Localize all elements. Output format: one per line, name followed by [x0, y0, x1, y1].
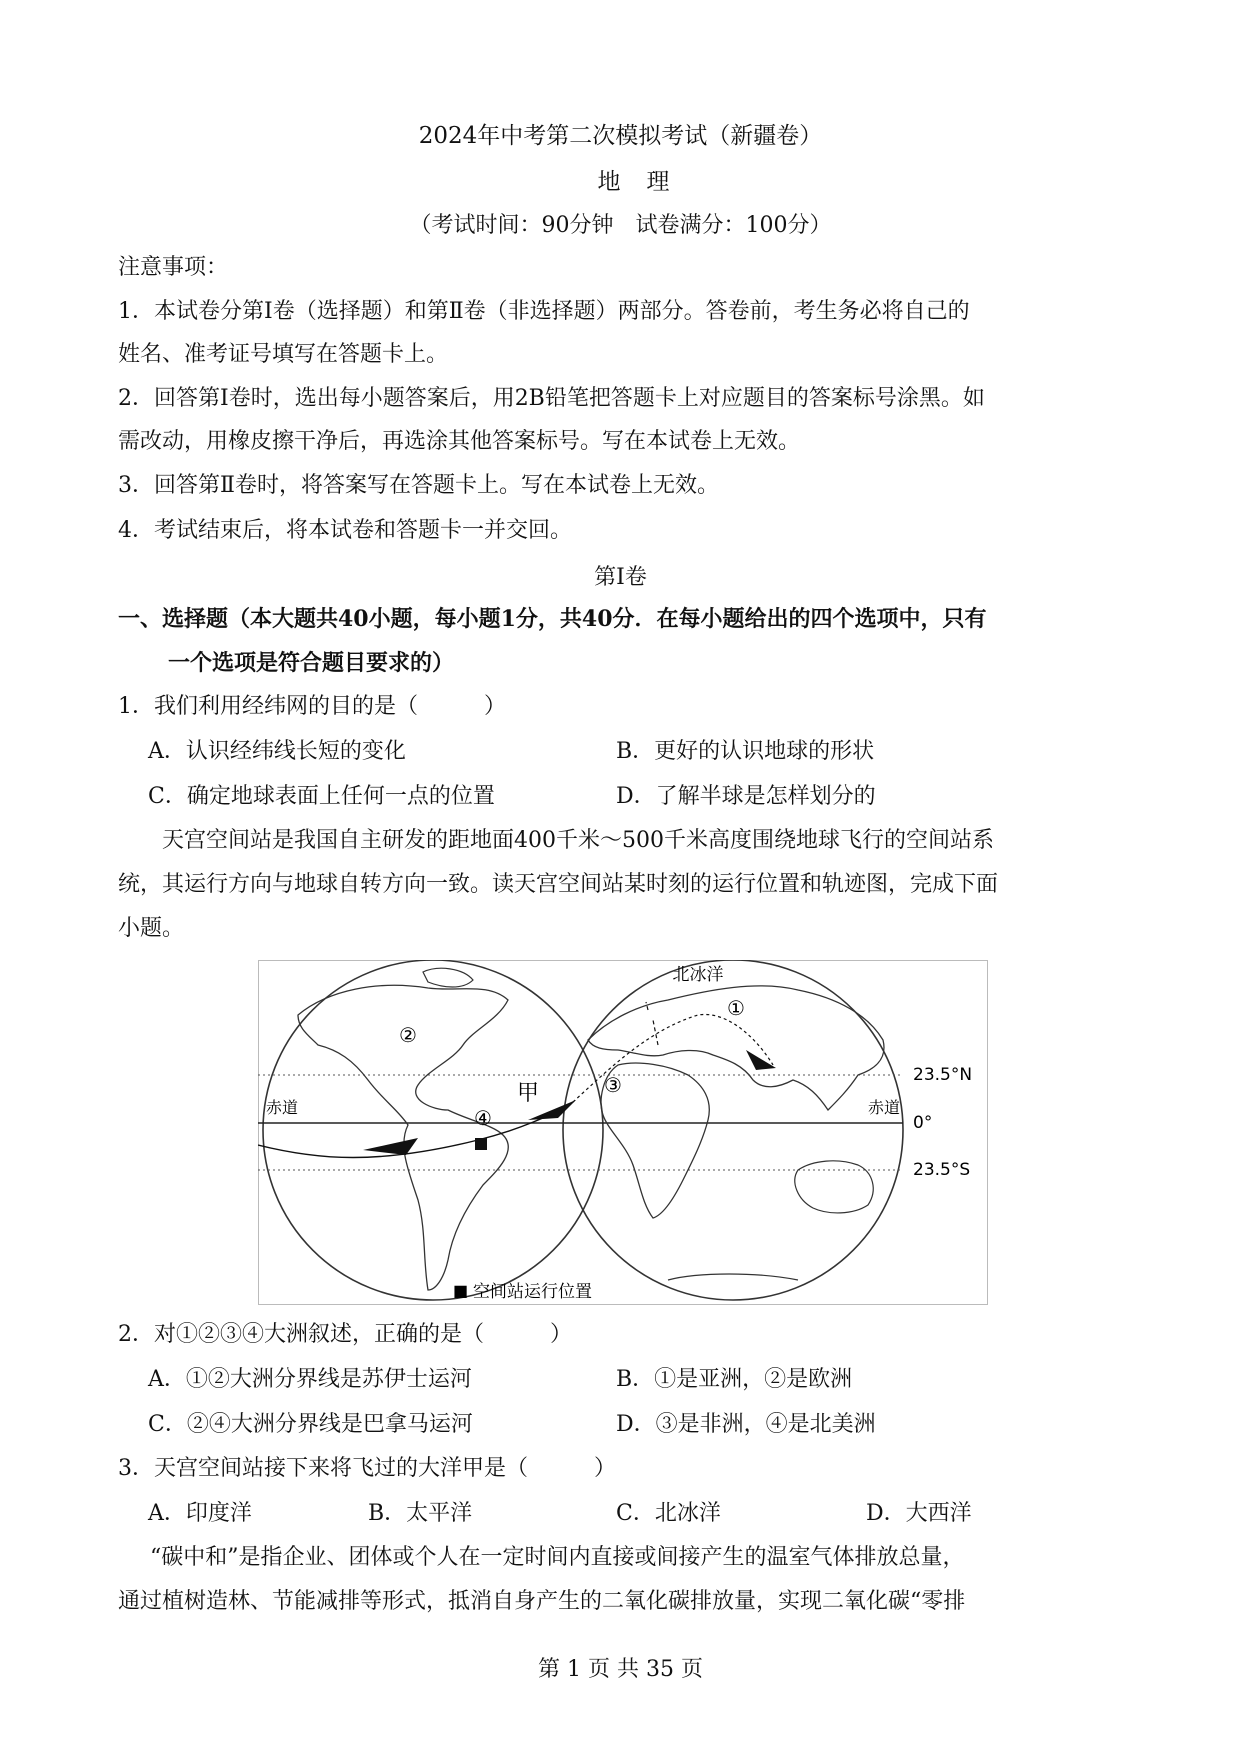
notes-heading: 注意事项： [118, 255, 229, 280]
continent-2-label: ② [399, 1023, 417, 1047]
question-3-option-d: D．大西洋 [866, 1501, 972, 1526]
question-2-option-c: C．②④大洲分界线是巴拿马运河 [148, 1412, 473, 1437]
question-1-option-a: A．认识经纬线长短的变化 [148, 739, 406, 764]
question-3-option-c: C．北冰洋 [616, 1501, 721, 1526]
space-station-marker [475, 1138, 487, 1150]
arctic-ocean-label: 北冰洋 [672, 965, 724, 985]
passage-1-line: 统，其运行方向与地球自转方向一致。读天宫空间站某时刻的运行位置和轨迹图，完成下面 [118, 872, 999, 897]
continent-3-label: ③ [604, 1073, 622, 1097]
question-1-option-d: D．了解半球是怎样划分的 [616, 784, 876, 809]
page-footer: 第 1 页 共 35 页 [538, 1657, 703, 1682]
ocean-jia-label: 甲 [516, 1081, 540, 1106]
passage-2-line: 通过植树造林、节能减排等形式，抵消自身产生的二氧化碳排放量，实现二氧化碳“零排 [118, 1589, 966, 1614]
question-1-stem: 1．我们利用经纬网的目的是（ ） [118, 694, 506, 719]
equator-left-label: 赤道 [266, 1098, 299, 1117]
continent-4-label: ④ [474, 1106, 492, 1130]
subject-title: 地理 [597, 169, 696, 195]
exam-info: （考试时间：90分钟 试卷满分：100分） [409, 213, 832, 238]
equator-right-label: 赤道 [868, 1098, 901, 1117]
note-line: 1．本试卷分第Ⅰ卷（选择题）和第Ⅱ卷（非选择题）两部分。答卷前，考生务必将自己的 [118, 299, 970, 324]
tropic-n-label: 23.5°N [913, 1065, 973, 1085]
question-3-stem: 3．天宫空间站接下来将飞过的大洋甲是（ ） [118, 1456, 616, 1481]
question-2-option-b: B．①是亚洲，②是欧洲 [616, 1367, 853, 1392]
passage-1-line: 天宫空间站是我国自主研发的距地面400千米～500千米高度围绕地球飞行的空间站系 [162, 828, 994, 853]
question-3-option-b: B．太平洋 [368, 1501, 473, 1526]
legend-text: 空间站运行位置 [473, 1282, 592, 1302]
question-2-option-a: A．①②大洲分界线是苏伊士运河 [148, 1367, 472, 1392]
note-line: 3．回答第Ⅱ卷时，将答案写在答题卡上。写在本试卷上无效。 [118, 473, 719, 498]
question-2-stem: 2．对①②③④大洲叙述，正确的是（ ） [118, 1322, 572, 1347]
space-station-orbit-map [258, 960, 988, 1305]
section-heading-cont: 一个选项是符合题目要求的） [168, 650, 455, 676]
passage-1-line: 小题。 [118, 916, 185, 941]
question-1-option-b: B．更好的认识地球的形状 [616, 739, 875, 764]
question-2-option-d: D．③是非洲，④是北美洲 [616, 1412, 876, 1437]
note-line: 2．回答第Ⅰ卷时，选出每小题答案后，用2B铅笔把答题卡上对应题目的答案标号涂黑。如 [118, 386, 985, 411]
tropic-s-label: 23.5°S [913, 1160, 971, 1180]
legend-symbol: ■ [453, 1281, 469, 1300]
question-3-option-a: A．印度洋 [148, 1501, 252, 1526]
equator-degree-label: 0° [913, 1113, 933, 1133]
volume-title: 第Ⅰ卷 [594, 565, 647, 590]
section-heading: 一、选择题（本大题共40小题，每小题1分，共40分．在每小题给出的四个选项中，只有 [118, 606, 987, 632]
exam-title: 2024年中考第二次模拟考试（新疆卷） [418, 123, 823, 149]
continent-1-label: ① [727, 996, 745, 1020]
note-line: 姓名、准考证号填写在答题卡上。 [118, 342, 449, 367]
question-1-option-c: C．确定地球表面上任何一点的位置 [148, 784, 495, 809]
note-line: 4．考试结束后，将本试卷和答题卡一并交回。 [118, 518, 572, 543]
note-line: 需改动，用橡皮擦干净后，再选涂其他答案标号。写在本试卷上无效。 [118, 429, 801, 454]
map-frame [259, 961, 988, 1305]
passage-2-line: “碳中和”是指企业、团体或个人在一定时间内直接或间接产生的温室气体排放总量， [150, 1545, 965, 1570]
